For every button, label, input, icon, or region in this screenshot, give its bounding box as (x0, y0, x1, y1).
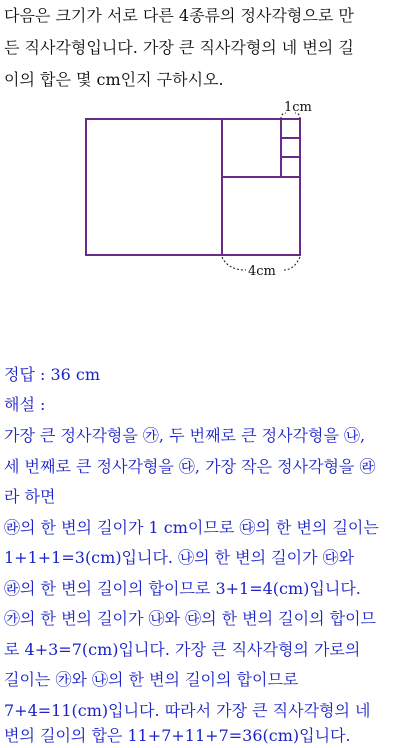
solution-line-5: 1+1+1=3(cm)입니다. ㉯의 한 변의 길이가 ㉰와 (4, 548, 355, 567)
problem-line-3: 이의 합은 몇 cm인지 구하시오. (4, 70, 224, 89)
outer-rectangle (86, 119, 300, 255)
answer-line: 정답 : 36 cm (4, 365, 101, 384)
solution-line-2: 세 번째로 큰 정사각형을 ㉰, 가장 작은 정사각형을 ㉱ (4, 457, 376, 476)
solution-line-10: 7+4=11(cm)입니다. 따라서 가장 큰 직사각형의 네 (4, 701, 371, 720)
solution-line-4: ㉱의 한 변의 길이가 1 cm이므로 ㉰의 한 변의 길이는 (4, 518, 379, 537)
solution-line-8: 로 4+3=7(cm)입니다. 가장 큰 직사각형의 가로의 (4, 640, 361, 659)
label-1cm: 1cm (284, 100, 312, 115)
problem-line-2: 든 직사각형입니다. 가장 큰 직사각형의 네 변의 길 (4, 38, 354, 57)
solution-line-9: 길이는 ㉮와 ㉯의 한 변의 길이의 합이므로 (4, 670, 299, 689)
solution-line-7: ㉮의 한 변의 길이가 ㉯와 ㉰의 한 변의 길이의 합이므 (4, 609, 376, 628)
solution-line-6: ㉱의 한 변의 길이의 합이므로 3+1=4(cm)입니다. (4, 579, 361, 598)
solution-line-1: 가장 큰 정사각형을 ㉮, 두 번째로 큰 정사각형을 ㉯, (4, 426, 366, 445)
solution-line-3: 라 하면 (4, 487, 56, 506)
problem-line-1: 다음은 크기가 서로 다른 4종류의 정사각형으로 만 (4, 6, 354, 25)
label-4cm: 4cm (248, 264, 276, 279)
solution-line-11: 변의 길이의 합은 11+7+11+7=36(cm)입니다. (4, 726, 351, 745)
solution-heading: 해설 : (4, 395, 46, 414)
rectangle-figure (0, 100, 400, 290)
